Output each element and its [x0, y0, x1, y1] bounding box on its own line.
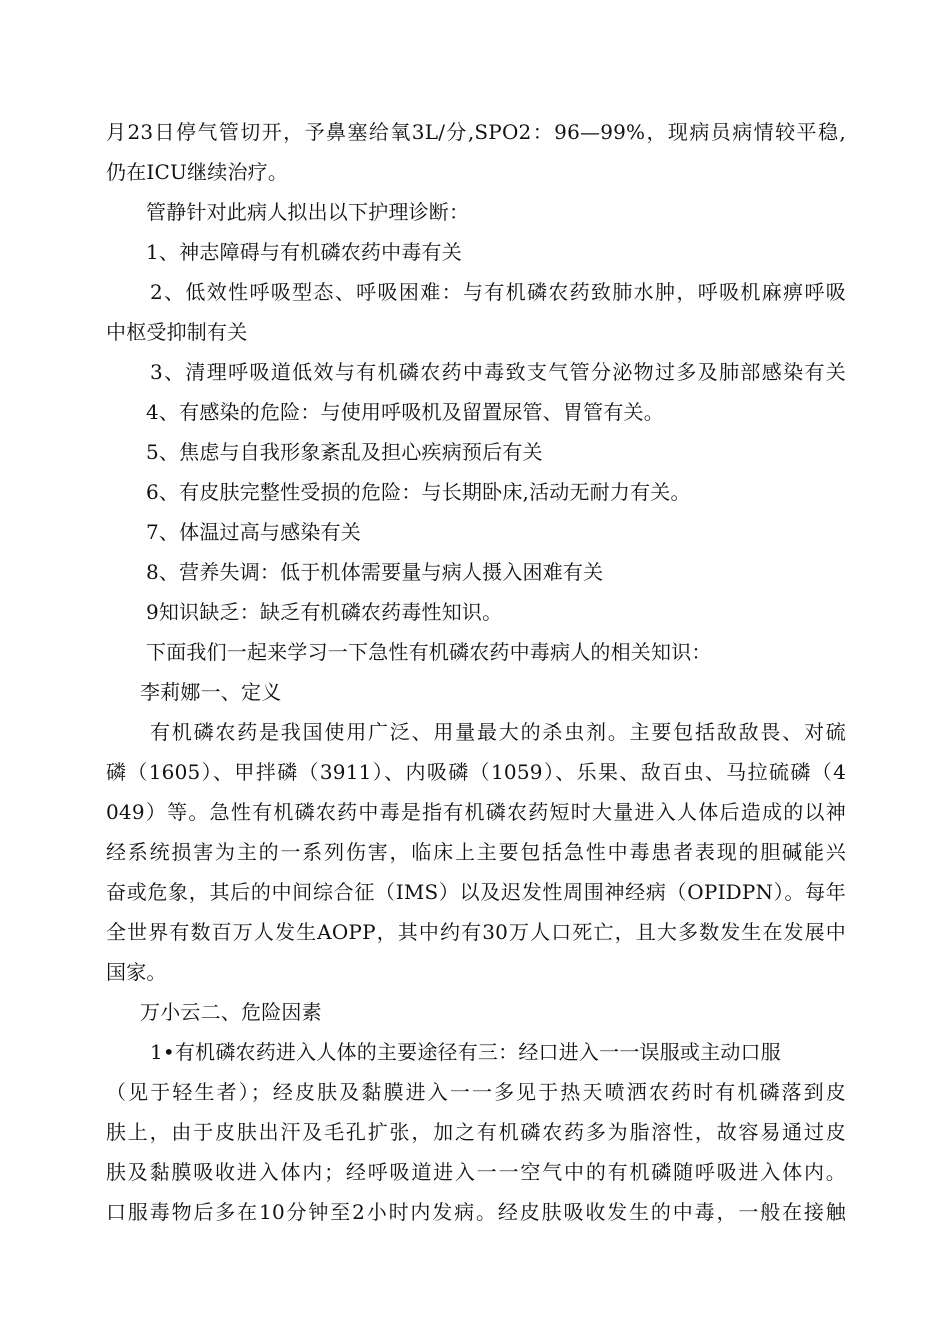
diagnosis-item-7: 7、体温过高与感染有关 [146, 520, 361, 544]
diagnosis-item-3: 3、清理呼吸道低效与有机磷农药中毒致支气管分泌物过多及肺部感染有关 [150, 360, 846, 384]
section-heading-definition: 李莉娜一、定义 [140, 680, 282, 704]
definition-line-6: 全世界有数百万人发生AOPP，其中约有30万人口死亡，且大多数发生在发展中 [106, 920, 846, 944]
diagnosis-item-5: 5、焦虑与自我形象紊乱及担心疾病预后有关 [146, 440, 543, 464]
diagnosis-item-2: 2、低效性呼吸型态、呼吸困难：与有机磷农药致肺水肿，呼吸机麻痹呼吸 [150, 280, 846, 304]
nursing-diagnosis-intro: 管静针对此病人拟出以下护理诊断： [146, 200, 470, 224]
diagnosis-item-4: 4、有感染的危险：与使用呼吸机及留置尿管、胃管有关。 [146, 400, 664, 424]
risk-line-5: 口服毒物后多在10分钟至2小时内发病。经皮肤吸收发生的中毒，一般在接触 [106, 1200, 846, 1224]
risk-line-2: （见于轻生者）；经皮肤及黏膜进入一一多见于热天喷洒农药时有机磷落到皮 [106, 1080, 846, 1104]
definition-line-4: 经系统损害为主的一系列伤害，临床上主要包括急性中毒患者表现的胆碱能兴 [106, 840, 846, 864]
diagnosis-item-2-cont: 中枢受抑制有关 [106, 320, 248, 344]
definition-line-7: 国家。 [106, 960, 167, 984]
risk-line-1: 1•有机磷农药进入人体的主要途径有三：经口进入一一误服或主动口服 [150, 1040, 781, 1064]
text-line-2: 仍在ICU继续治疗。 [106, 160, 289, 184]
definition-line-3: 049）等。急性有机磷农药中毒是指有机磷农药短时大量进入人体后造成的以神 [106, 800, 846, 824]
diagnosis-item-1: 1、神志障碍与有机磷农药中毒有关 [146, 240, 462, 264]
diagnosis-item-6: 6、有皮肤完整性受损的危险：与长期卧床,活动无耐力有关。 [146, 480, 691, 504]
section-heading-risk-factors: 万小云二、危险因素 [140, 1000, 322, 1024]
text-line-1: 月23日停气管切开，予鼻塞给氧3L/分,SPO2：96—99%，现病员病情较平稳, [106, 120, 846, 144]
diagnosis-item-9: 9知识缺乏：缺乏有机磷农药毒性知识。 [146, 600, 503, 624]
risk-line-3: 肤上，由于皮肤出汗及毛孔扩张，加之有机磷农药多为脂溶性，故容易通过皮 [106, 1120, 846, 1144]
knowledge-intro: 下面我们一起来学习一下急性有机磷农药中毒病人的相关知识： [146, 640, 712, 664]
risk-line-4: 肤及黏膜吸收进入体内；经呼吸道进入一一空气中的有机磷随呼吸进入体内。 [106, 1160, 846, 1184]
definition-line-5: 奋或危象，其后的中间综合征（IMS）以及迟发性周围神经病（OPIDPN）。每年 [106, 880, 846, 904]
diagnosis-item-8: 8、营养失调：低于机体需要量与病人摄入困难有关 [146, 560, 604, 584]
definition-line-2: 磷（1605）、甲拌磷（3911）、内吸磷（1059）、乐果、敌百虫、马拉硫磷（4 [106, 760, 846, 784]
definition-line-1: 有机磷农药是我国使用广泛、用量最大的杀虫剂。主要包括敌敌畏、对硫 [150, 720, 846, 744]
document-body [106, 112, 846, 1232]
